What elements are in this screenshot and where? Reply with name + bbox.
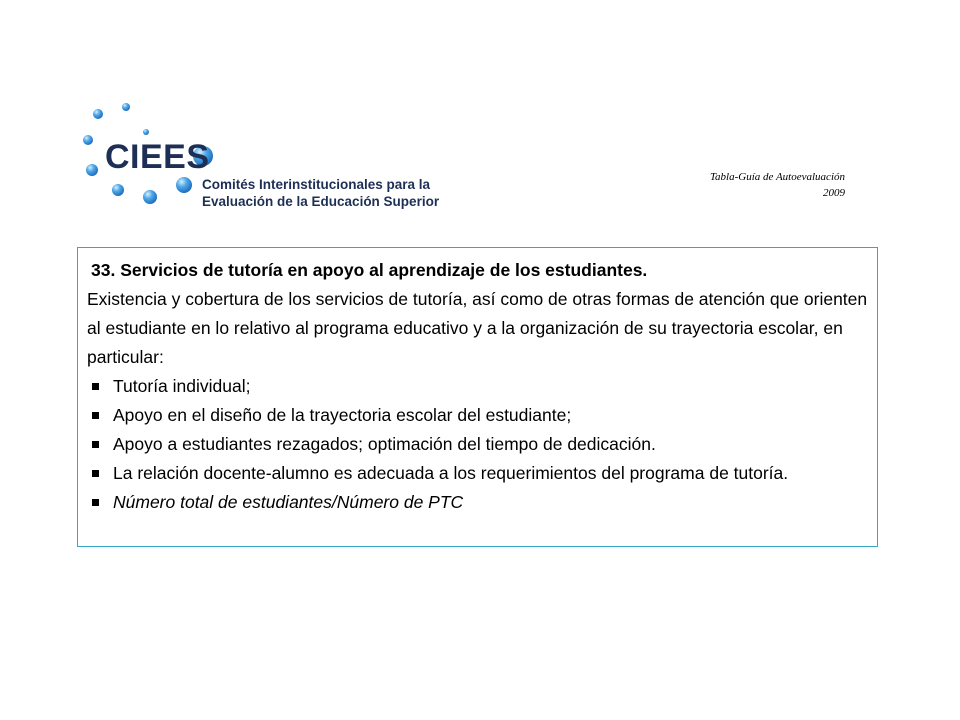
criteria-item: Apoyo a estudiantes rezagados; optimación del tiempo de dedicación. bbox=[87, 430, 871, 459]
criteria-item: Tutoría individual; bbox=[87, 372, 871, 401]
section-box bbox=[77, 247, 878, 547]
logo-bubble bbox=[143, 129, 149, 135]
header-note-year: 2009 bbox=[823, 187, 845, 199]
criteria-item: La relación docente-alumno es adecuada a los requerimientos del programa de tutoría. bbox=[87, 459, 871, 488]
criteria-list bbox=[87, 372, 871, 517]
criteria-item: Apoyo en el diseño de la trayectoria escolar del estudiante; bbox=[87, 401, 871, 430]
logo-bubble bbox=[143, 190, 157, 204]
logo-bubble bbox=[83, 135, 93, 145]
ciees-logo bbox=[78, 98, 440, 213]
criteria-item: Número total de estudiantes/Número de PTC bbox=[87, 488, 871, 517]
section-title: 33. Servicios de tutoría en apoyo al aprendizaje de los estudiantes. bbox=[91, 260, 648, 280]
logo-acronym: CIEES bbox=[105, 138, 210, 176]
logo-bubble bbox=[122, 103, 130, 111]
logo-bubble bbox=[112, 184, 124, 196]
section-content bbox=[87, 256, 871, 517]
logo-subtitle-line2: Evaluación de la Educación Superior bbox=[202, 194, 440, 209]
header-note bbox=[710, 169, 845, 201]
logo-subtitle-line1: Comités Interinstitucionales para la bbox=[202, 177, 431, 192]
logo-bubble bbox=[176, 177, 192, 193]
header-note-title: Tabla-Guía de Autoevaluación bbox=[709, 171, 845, 183]
logo-bubble bbox=[93, 109, 103, 119]
section-description: Existencia y cobertura de los servicios de tutoría, así como de otras formas de atención que orienten al estudiante en lo relativo al programa educativo y a la organización de su trayectoria escolar, en particular: bbox=[87, 289, 868, 367]
logo-bubble bbox=[86, 164, 98, 176]
